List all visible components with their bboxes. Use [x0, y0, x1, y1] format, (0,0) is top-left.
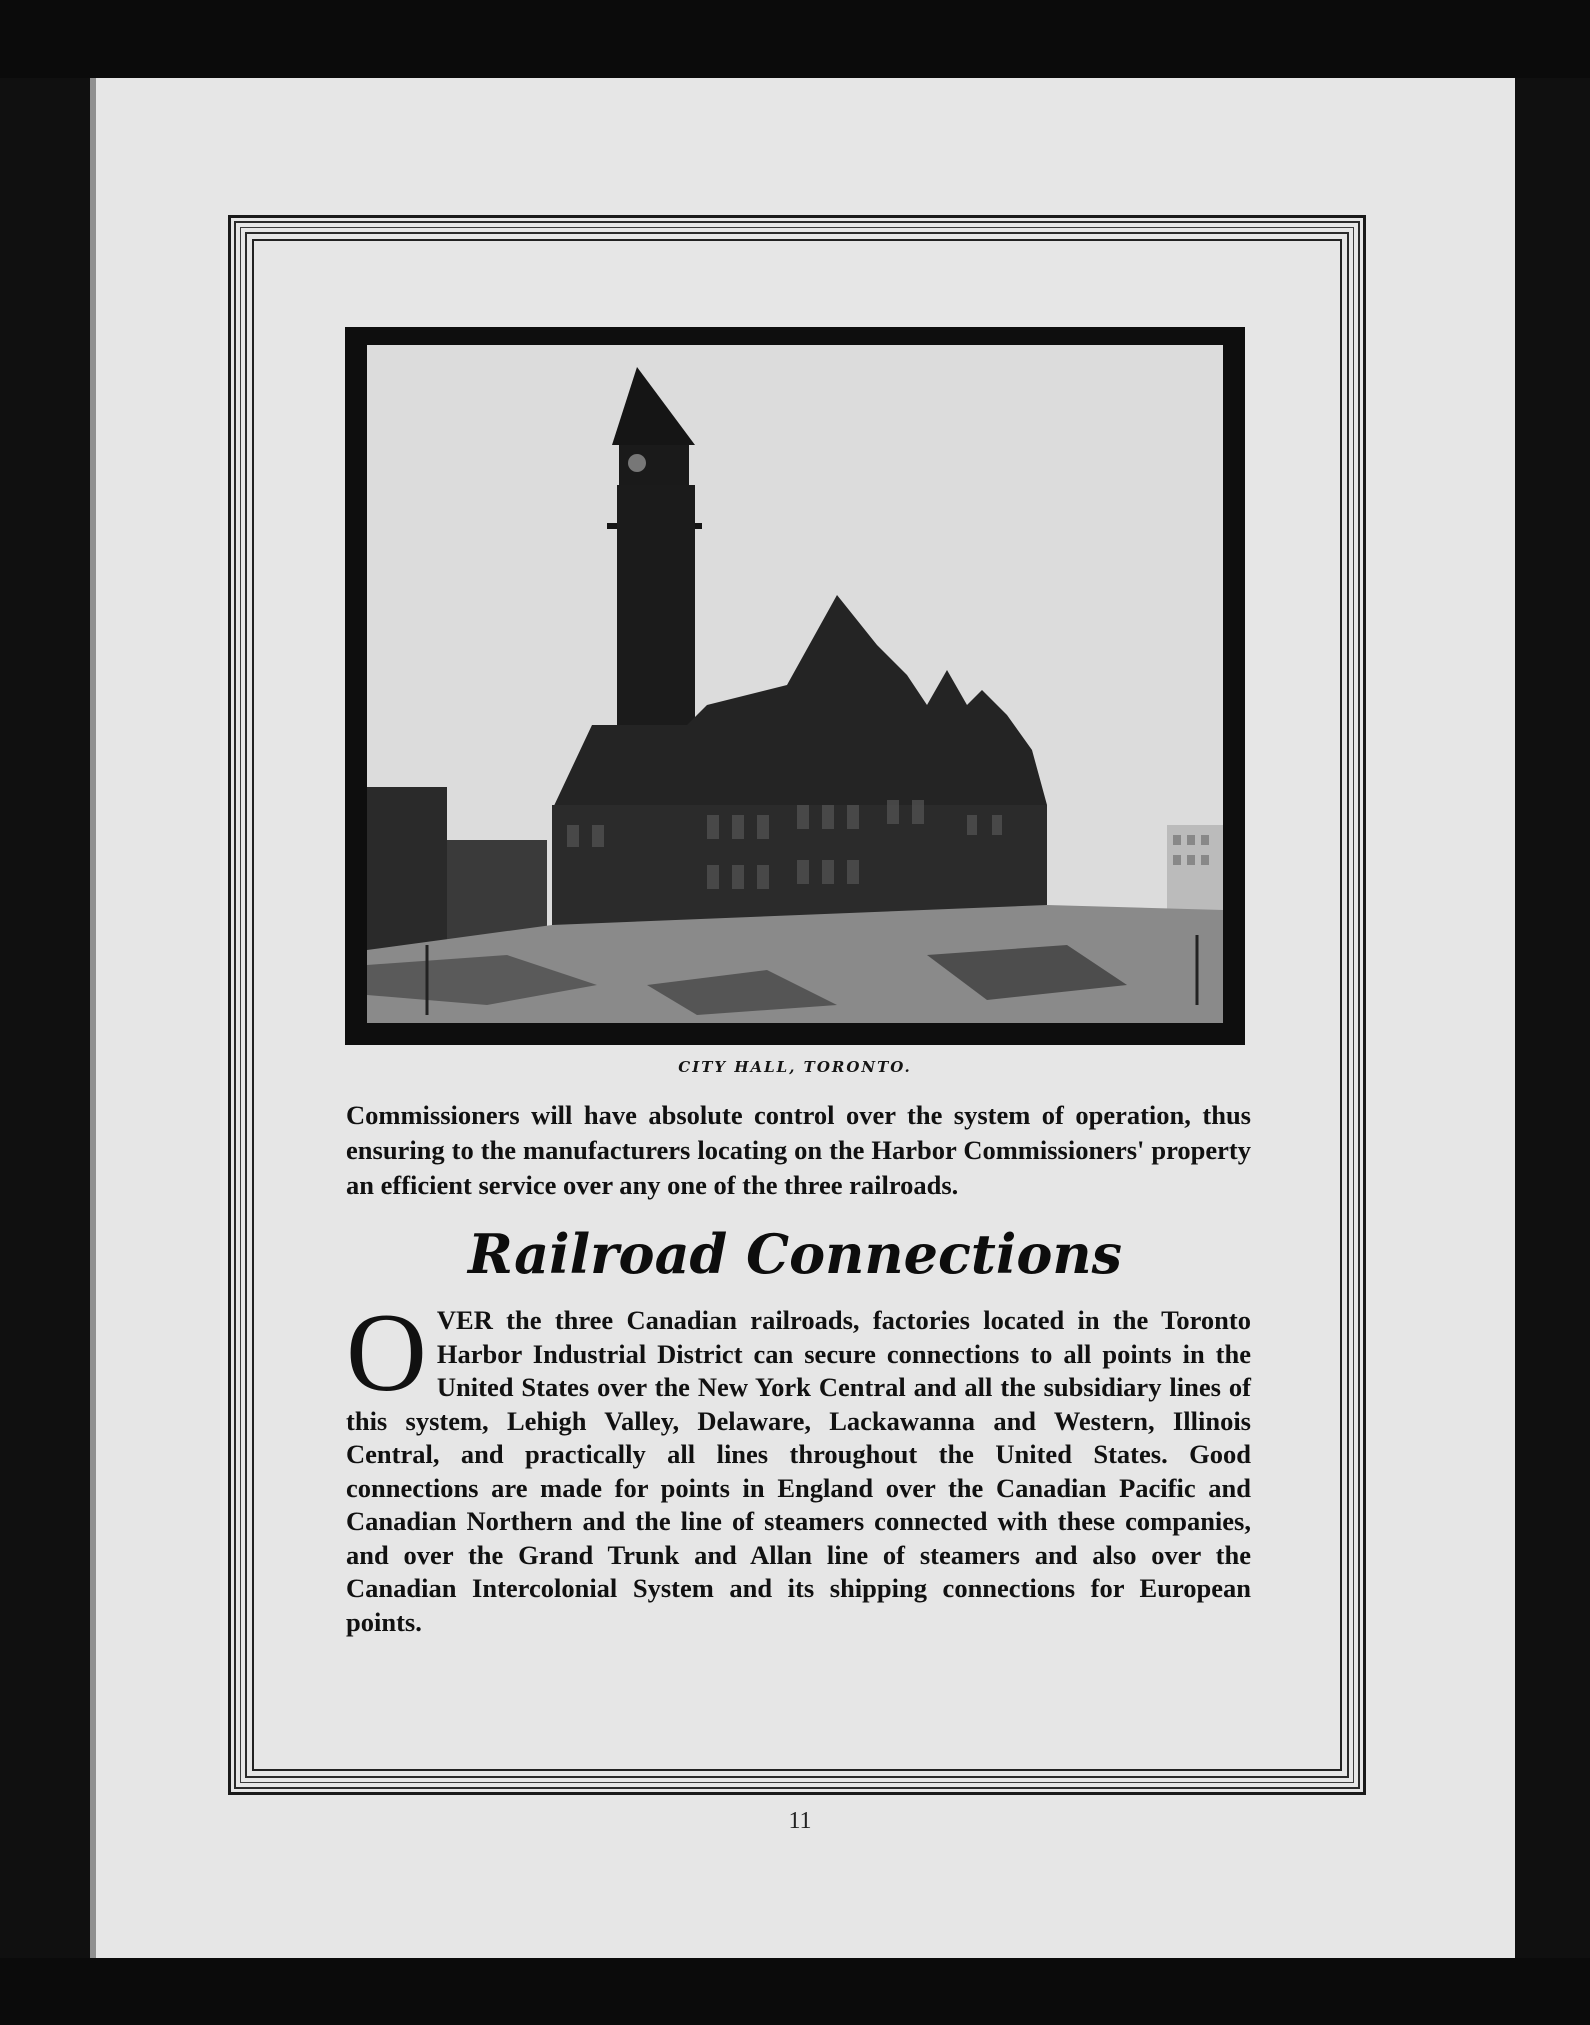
intro-paragraph: Commissioners will have absolute control over the system of operation, thus ensuring to the manufacturers locating on the Harbor Commissioners' property an efficient service over any one of the three railroads.: [346, 1100, 1251, 1200]
left-facing-page-edge: [0, 78, 90, 1958]
section-heading: Railroad Connections: [467, 1222, 1123, 1286]
section-body-text: VER the three Canadian railroads, factories located in the Toronto Harbor Industrial District can secure connections to all points in the United States over the New York Central and all the subsidiary lines of this system, Lehigh Valley, Delaware, Lackawanna and Western, Illinois Central, and practically all lines throughout the United States. Good connections are made for points in England over the Canadian Pacific and Canadian Northern and the line of steamers connected with these companies, and over the Grand Trunk and Allan line of steamers and also over the Canadian Intercolonial System and its shipping connections for European points.: [346, 1305, 1251, 1637]
section-body: [346, 1291, 1251, 1639]
page-number: 11: [788, 1808, 812, 1834]
city-hall-illustration: [367, 345, 1223, 1023]
page-gutter: [90, 78, 96, 1958]
drop-cap: O: [346, 1291, 427, 1415]
right-scan-margin: [1515, 78, 1590, 1958]
photo-caption: CITY HALL, TORONTO.: [678, 1058, 912, 1076]
city-hall-photograph: [345, 327, 1245, 1045]
